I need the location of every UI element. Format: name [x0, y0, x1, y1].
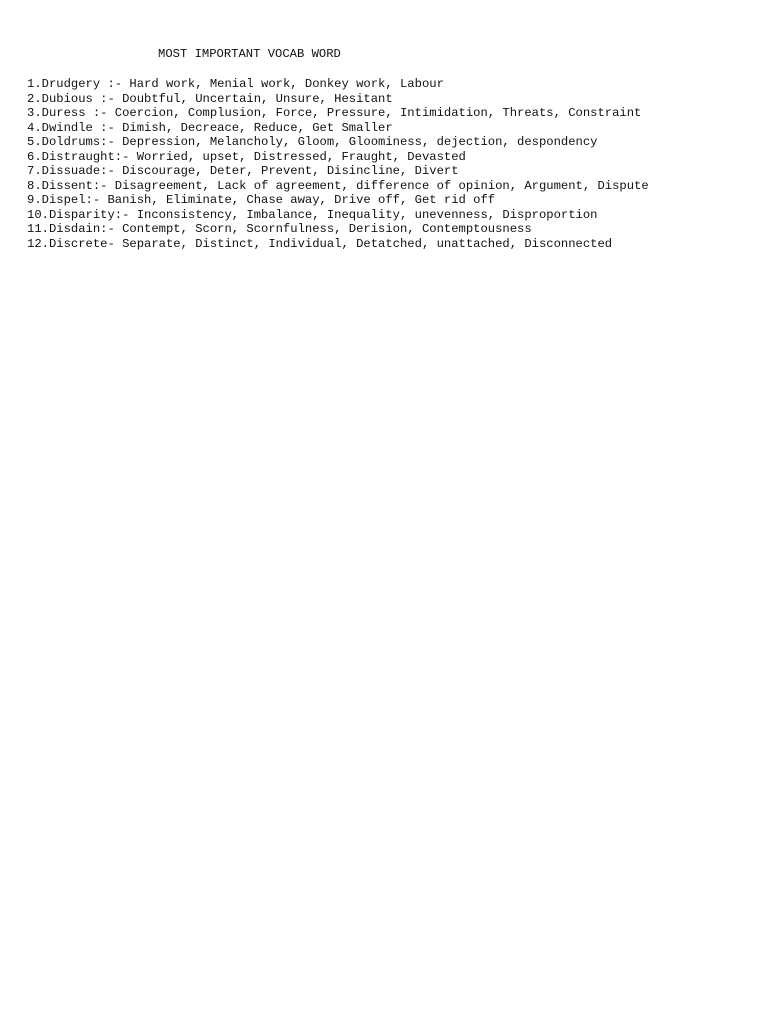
vocab-entry: 12.Discrete- Separate, Distinct, Individual, Detatched, unattached, Disconnected	[27, 236, 613, 251]
vocab-entry: 6.Distraught:- Worried, upset, Distressed, Fraught, Devasted	[27, 149, 466, 164]
vocab-list	[27, 77, 649, 251]
vocab-entry: 7.Dissuade:- Discourage, Deter, Prevent, Disincline, Divert	[27, 164, 459, 178]
vocab-entry: 5.Doldrums:- Depression, Melancholy, Gloom, Gloominess, dejection, despondency	[27, 135, 598, 149]
vocab-entry: 3.Duress :- Coercion, Complusion, Force, Pressure, Intimidation, Threats, Constraint	[27, 106, 642, 120]
vocab-entry: 2.Dubious :- Doubtful, Uncertain, Unsure, Hesitant	[27, 91, 393, 106]
vocab-entry: 9.Dispel:- Banish, Eliminate, Chase away, Drive off, Get rid off	[27, 193, 496, 207]
document-title: MOST IMPORTANT VOCAB WORD	[158, 47, 341, 61]
vocab-entry: 1.Drudgery :- Hard work, Menial work, Donkey work, Labour	[27, 77, 444, 91]
vocab-entry: 4.Dwindle :- Dimish, Decreace, Reduce, Get Smaller	[27, 120, 393, 135]
vocab-entry: 11.Disdain:- Contempt, Scorn, Scornfulness, Derision, Contemptousness	[27, 222, 532, 236]
vocab-entry: 10.Disparity:- Inconsistency, Imbalance, Inequality, unevenness, Disproportion	[27, 207, 598, 222]
vocab-entry: 8.Dissent:- Disagreement, Lack of agreement, difference of opinion, Argument, Dispute	[27, 178, 649, 193]
